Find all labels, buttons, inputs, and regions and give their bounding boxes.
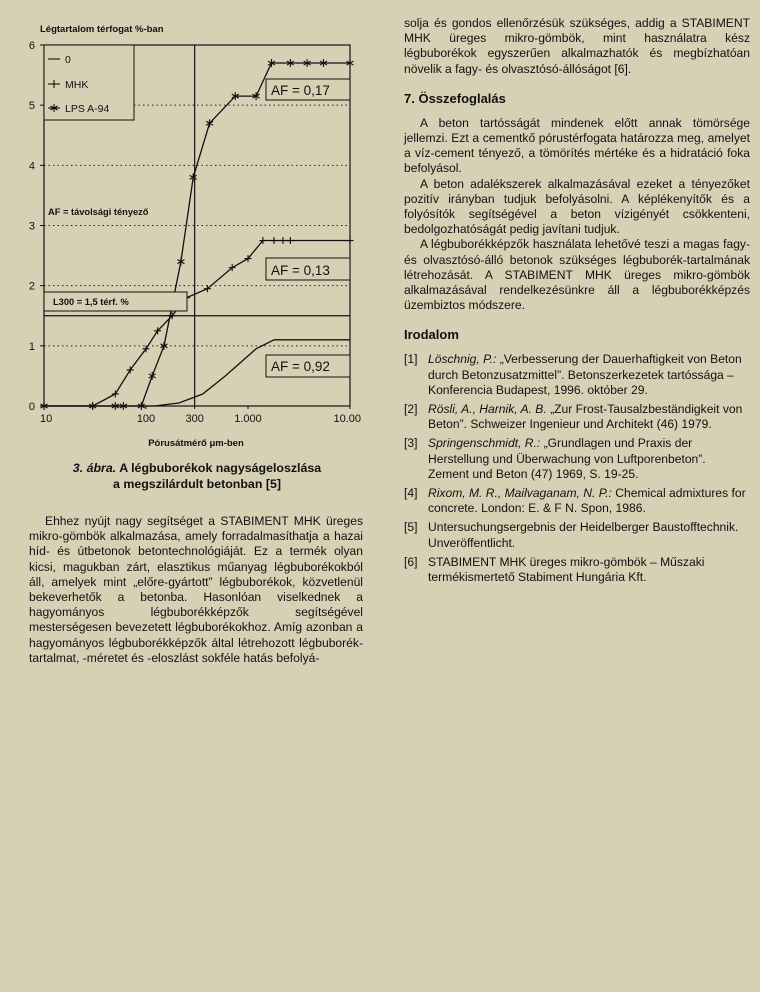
reference-number: [3] xyxy=(404,436,418,451)
data-point xyxy=(287,237,294,244)
annotation-l300-box xyxy=(44,292,187,311)
y-axis-ticks xyxy=(29,40,44,413)
legend-entry-0: 0 xyxy=(65,54,71,66)
reference-item xyxy=(404,555,750,585)
summary-heading: 7. Összefoglalás xyxy=(404,90,506,106)
legend-entry-lps: LPS A-94 xyxy=(65,103,110,115)
figure-label: 3. ábra. xyxy=(72,461,117,475)
x-tick-label: 300 xyxy=(185,413,204,425)
y-tick-label: 4 xyxy=(28,160,35,173)
annotation-af-013-box xyxy=(266,258,350,280)
y-axis-title: Légtartalom térfogat %-ban xyxy=(40,24,164,35)
data-point xyxy=(112,390,119,397)
legend-entry-mhk: MHK xyxy=(65,79,89,91)
y-tick-label: 6 xyxy=(28,40,35,52)
annotation-af-definition: AF = távolsági tényező xyxy=(48,207,149,217)
paragraph-continuation: solja és gondos ellenőrzésük szükséges, addig a STABIMENT MHK üreges mikro-gömbök, mint használatra kész légbuborékok egyszerűen alkalmazhatók és megbízhatóan növelik a fagy- és olvasztósó-állóságot [6]. xyxy=(404,16,750,76)
annotation-af-017: AF = 0,17 xyxy=(271,83,330,98)
reference-text: STABIMENT MHK üreges mikro-gömbök – Műszaki termékismertető Stabiment Hungária Kft. xyxy=(428,554,705,585)
reference-number: [2] xyxy=(404,402,418,417)
x-tick-label: 100 xyxy=(136,413,156,425)
annotation-l300: L300 = 1,5 térf. % xyxy=(53,297,129,307)
reference-item xyxy=(404,486,750,516)
references-list xyxy=(404,352,750,585)
reference-item xyxy=(404,352,750,398)
y-tick-label: 5 xyxy=(28,100,35,113)
y-tick-label: 1 xyxy=(28,340,35,353)
data-point xyxy=(190,173,197,181)
reference-text: Untersuchungsergebnis der Heidelberger Baustofftechnik. Unveröffentlicht. xyxy=(428,520,739,550)
figure-caption-line-2: a megszilárdult betonban [5] xyxy=(113,477,281,491)
reference-authors: Rösli, A., Harnik, A. B. xyxy=(428,402,547,417)
legend xyxy=(44,45,134,120)
x-axis-title: Pórusátmérő μm-ben xyxy=(148,438,244,449)
paragraph-mhk-intro: Ehhez nyújt nagy segítséget a STABIMENT MHK üreges mikro-gömbök alkalmazása, amely forradalmasíthatja a hazai híd- és útbetonok betontechnológiáját. Ez a termék olyan kicsi, magukban zárt, elasztikus műanyag légbuborékokból áll, amelyek mint „előre-gyártott” légbuborékok, közvetlenül bekeverhetők a betonba. Hasonlóan viselkednek a hagyományos légbuborékképzők segítségével mesterségesen bevezetett légbuborékokhoz. Amíg azonban a hagyományos légbuborékképzők által létrehozott légbuborék-tartalmat, -méretet és -eloszlást sokféle hatás befolyá- xyxy=(29,514,363,665)
right-column xyxy=(404,16,750,589)
reference-item xyxy=(404,436,750,482)
reference-authors: Löschnig, P.: xyxy=(428,352,497,367)
reference-item xyxy=(404,520,750,550)
left-column-text xyxy=(29,514,363,666)
reference-item xyxy=(404,402,750,432)
data-point xyxy=(271,237,278,244)
reference-authors: Rixom, M. R., Mailvaganam, N. P.: xyxy=(428,486,612,501)
x-tick-label: 1.000 xyxy=(234,413,262,425)
reference-number: [6] xyxy=(404,554,418,569)
y-tick-label: 2 xyxy=(28,280,35,293)
data-point xyxy=(279,237,286,244)
summary-paragraph-2: A beton adalékszerek alkalmazásával ezeket a tényezőket pozitív irányban tudjuk befolyásolni. A képlékenyítők és a folyósítók segítségével a beton vízigényét csökkenteni, bedolgozhatóságát pedig javítani tudjuk. xyxy=(404,176,750,237)
x-axis-ticks xyxy=(40,406,361,425)
summary-paragraph-3: A légbuborékképzők használata lehetővé teszi a magas fagy- és olvasztósó-álló betonok szükséges légbuborék-tartalmának létrehozását. A STABIMENT MHK üreges mikro-gömbök alkalmazásával rendelkezésünkre áll a légbuborékképzés üzembiztos módszere. xyxy=(404,237,750,313)
figure-caption xyxy=(30,460,364,492)
reference-authors: Springenschmidt, R.: xyxy=(428,436,541,451)
y-tick-label: 3 xyxy=(28,220,35,233)
reference-number: [4] xyxy=(404,486,418,501)
x-tick-label: 10.00 xyxy=(333,413,361,425)
y-tick-label: 0 xyxy=(28,401,35,413)
reference-text: „Verbesserung der Dauerhaftigkeit von Beton durch Betonzusatzmittel”. Betonszerkezetek tartóssága – Konferencia Budapest, 1996. október 29. xyxy=(428,352,742,397)
data-point xyxy=(347,237,354,244)
data-point xyxy=(149,372,156,380)
annotation-af-092: AF = 0,92 xyxy=(271,359,330,374)
data-point xyxy=(177,258,184,266)
reference-number: [1] xyxy=(404,352,418,367)
annotation-af-017-box xyxy=(266,79,350,100)
reference-text: „Grundlagen und Praxis der Herstellung und Überwachung von Luftporenbeton”. Zement und Beton (47) 1969, S. 19-25. xyxy=(428,436,706,481)
annotation-af-092-box xyxy=(266,355,350,377)
summary-paragraph-1: A beton tartósságát mindenek előtt annak tömörsége jellemzi. Ezt a cementkő pórustérfogata határozza meg, amelyet a víz-cement tényező, a tömörítés mértéke és a hidratáció foka befolyásol. xyxy=(404,115,750,176)
reference-text: „Zur Frost-Tausalzbeständigkeit von Beton”. Schweizer Ingenieur und Architekt (46) 1979. xyxy=(428,402,743,432)
reference-text: Chemical admixtures for concrete. London: E. & F N. Spon, 1986. xyxy=(428,486,746,516)
x-tick-label: 10 xyxy=(40,413,53,425)
annotation-af-013: AF = 0,13 xyxy=(271,263,330,278)
figure-caption-line-1: A légbuborékok nagyságeloszlása xyxy=(119,461,322,475)
reference-number: [5] xyxy=(404,520,418,535)
references-heading: Irodalom xyxy=(404,327,459,343)
